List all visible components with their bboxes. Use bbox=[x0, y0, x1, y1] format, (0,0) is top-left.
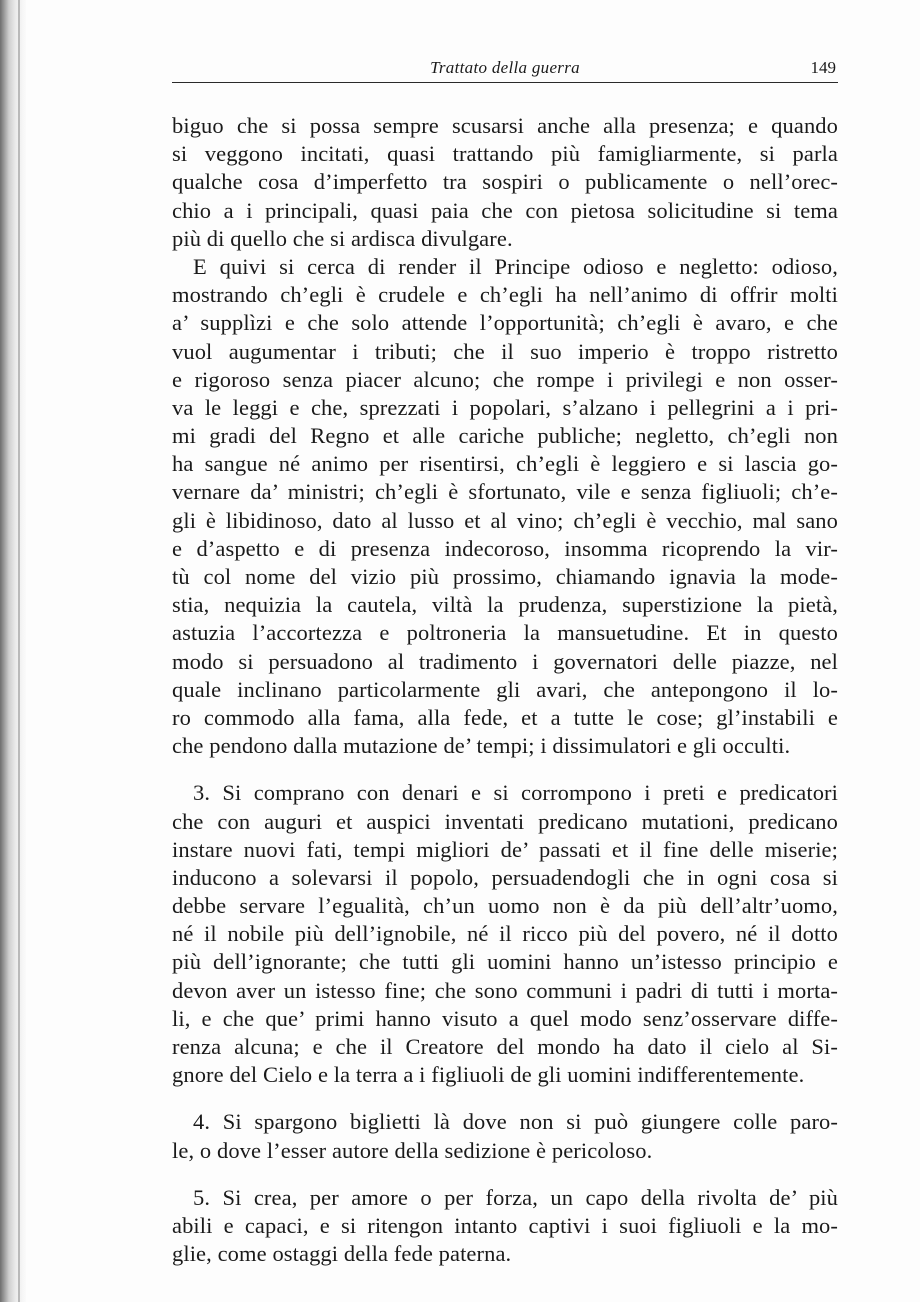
text-line: instare nuovi fati, tempi migliori de’ passati et il fine delle miserie; bbox=[172, 836, 838, 862]
page-header bbox=[172, 56, 838, 83]
paragraph-gap bbox=[172, 1089, 838, 1108]
binding-edge bbox=[18, 0, 20, 1302]
text-line: vuol augumentar i tributi; che il suo imperio è troppo ristretto bbox=[172, 338, 838, 364]
text-line: astuzia l’accortezza e poltroneria la mansuetudine. Et in questo bbox=[172, 620, 838, 646]
text-line: debbe servare l’egualità, ch’un uomo non è da più dell’altr’uomo, bbox=[172, 893, 838, 919]
text-line: devon aver un istesso fine; che sono communi i padri di tutti i morta- bbox=[172, 977, 838, 1003]
text-line: chio a i principali, quasi paia che con pietosa solicitudine si tema bbox=[172, 197, 838, 223]
paragraph bbox=[172, 1108, 838, 1164]
text-line: a’ supplìzi e che solo attende l’opportunità; ch’egli è avaro, e che bbox=[172, 310, 838, 336]
text-line: mostrando ch’egli è crudele e ch’egli ha nell’animo di offrir molti bbox=[172, 282, 838, 308]
text-line: si veggono incitati, quasi trattando più famigliarmente, si parla bbox=[172, 141, 838, 167]
text-line: quale inclinano particolarmente gli avari, che antepongono il lo- bbox=[172, 676, 838, 702]
text-line: 5. Si crea, per amore o per forza, un capo della rivolta de’ più bbox=[193, 1184, 838, 1210]
text-line: ha sangue né animo per risentirsi, ch’egli è leggiero e si lascia go- bbox=[172, 451, 838, 477]
paragraph bbox=[172, 1184, 838, 1269]
text-line: gnore del Cielo e la terra a i figliuoli de gli uomini indifferentemente. bbox=[172, 1062, 805, 1088]
text-line: 4. Si spargono biglietti là dove non si può giungere colle paro- bbox=[193, 1109, 838, 1135]
text-line: glie, come ostaggi della fede paterna. bbox=[172, 1241, 512, 1267]
text-line: né il nobile più dell’ignobile, né il ricco più del povero, né il dotto bbox=[172, 921, 838, 947]
text-line: va le leggi e che, sprezzati i popolari, s’alzano i pellegrini a i pri- bbox=[172, 394, 838, 420]
body-text bbox=[172, 112, 838, 1268]
text-line: renza alcuna; e che il Creatore del mondo ha dato il cielo al Si- bbox=[172, 1034, 838, 1059]
text-line: che con auguri et auspici inventati predicano mutationi, predicano bbox=[172, 808, 838, 834]
running-title: Trattato della guerra bbox=[430, 58, 580, 77]
paragraph bbox=[172, 112, 838, 253]
binding-shadow bbox=[0, 0, 26, 1302]
text-line: E quivi si cerca di render il Principe odioso e negletto: odioso, bbox=[193, 253, 838, 279]
text-line: e rigoroso senza piacer alcuno; che rompe i privilegi e non osser- bbox=[172, 366, 838, 392]
text-line: ro commodo alla fama, alla fede, et a tutte le cose; gl’instabili e bbox=[172, 704, 838, 730]
text-line: più di quello che si ardisca divulgare. bbox=[172, 225, 513, 251]
text-line: le, o dove l’esser autore della sedizione è pericoloso. bbox=[172, 1137, 653, 1163]
text-line: che pendono dalla mutazione de’ tempi; i dissimulatori e gli occulti. bbox=[172, 733, 791, 759]
text-line: 3. Si comprano con denari e si corrompono i preti e predicatori bbox=[193, 780, 838, 806]
text-line: e d’aspetto e di presenza indecoroso, insomma ricoprendo la vir- bbox=[172, 535, 838, 561]
text-line: stia, nequizia la cautela, viltà la prudenza, superstizione la pietà, bbox=[172, 592, 838, 618]
text-line: li, e che que’ primi hanno visuto a quel modo senz’osservare diffe- bbox=[172, 1005, 838, 1031]
paragraph-gap bbox=[172, 760, 838, 779]
page-number: 149 bbox=[810, 58, 836, 77]
text-line: gli è libidinoso, dato al lusso et al vino; ch’egli è vecchio, mal sano bbox=[172, 507, 838, 533]
paragraph bbox=[172, 779, 838, 1089]
paragraph bbox=[172, 253, 838, 760]
text-line: tù col nome del vizio più prossimo, chiamando ignavia la mode- bbox=[172, 564, 838, 589]
text-line: abili e capaci, e si ritengon intanto captivi i suoi figliuoli e la mo- bbox=[172, 1212, 838, 1238]
text-line: modo si persuadono al tradimento i governatori delle piazze, nel bbox=[172, 648, 838, 674]
text-line: vernare da’ ministri; ch’egli è sfortunato, vile e senza figliuoli; ch’e- bbox=[172, 479, 838, 505]
text-line: più dell’ignorante; che tutti gli uomini hanno un’istesso principio e bbox=[172, 949, 838, 975]
text-line: biguo che si possa sempre scusarsi anche alla presenza; e quando bbox=[172, 113, 838, 138]
text-line: inducono a solevarsi il popolo, persuadendogli che in ogni cosa si bbox=[172, 864, 838, 890]
paragraph-gap bbox=[172, 1165, 838, 1184]
text-line: mi gradi del Regno et alle cariche publiche; negletto, ch’egli non bbox=[172, 423, 838, 449]
text-line: qualche cosa d’imperfetto tra sospiri o publicamente o nell’orec- bbox=[172, 169, 838, 195]
